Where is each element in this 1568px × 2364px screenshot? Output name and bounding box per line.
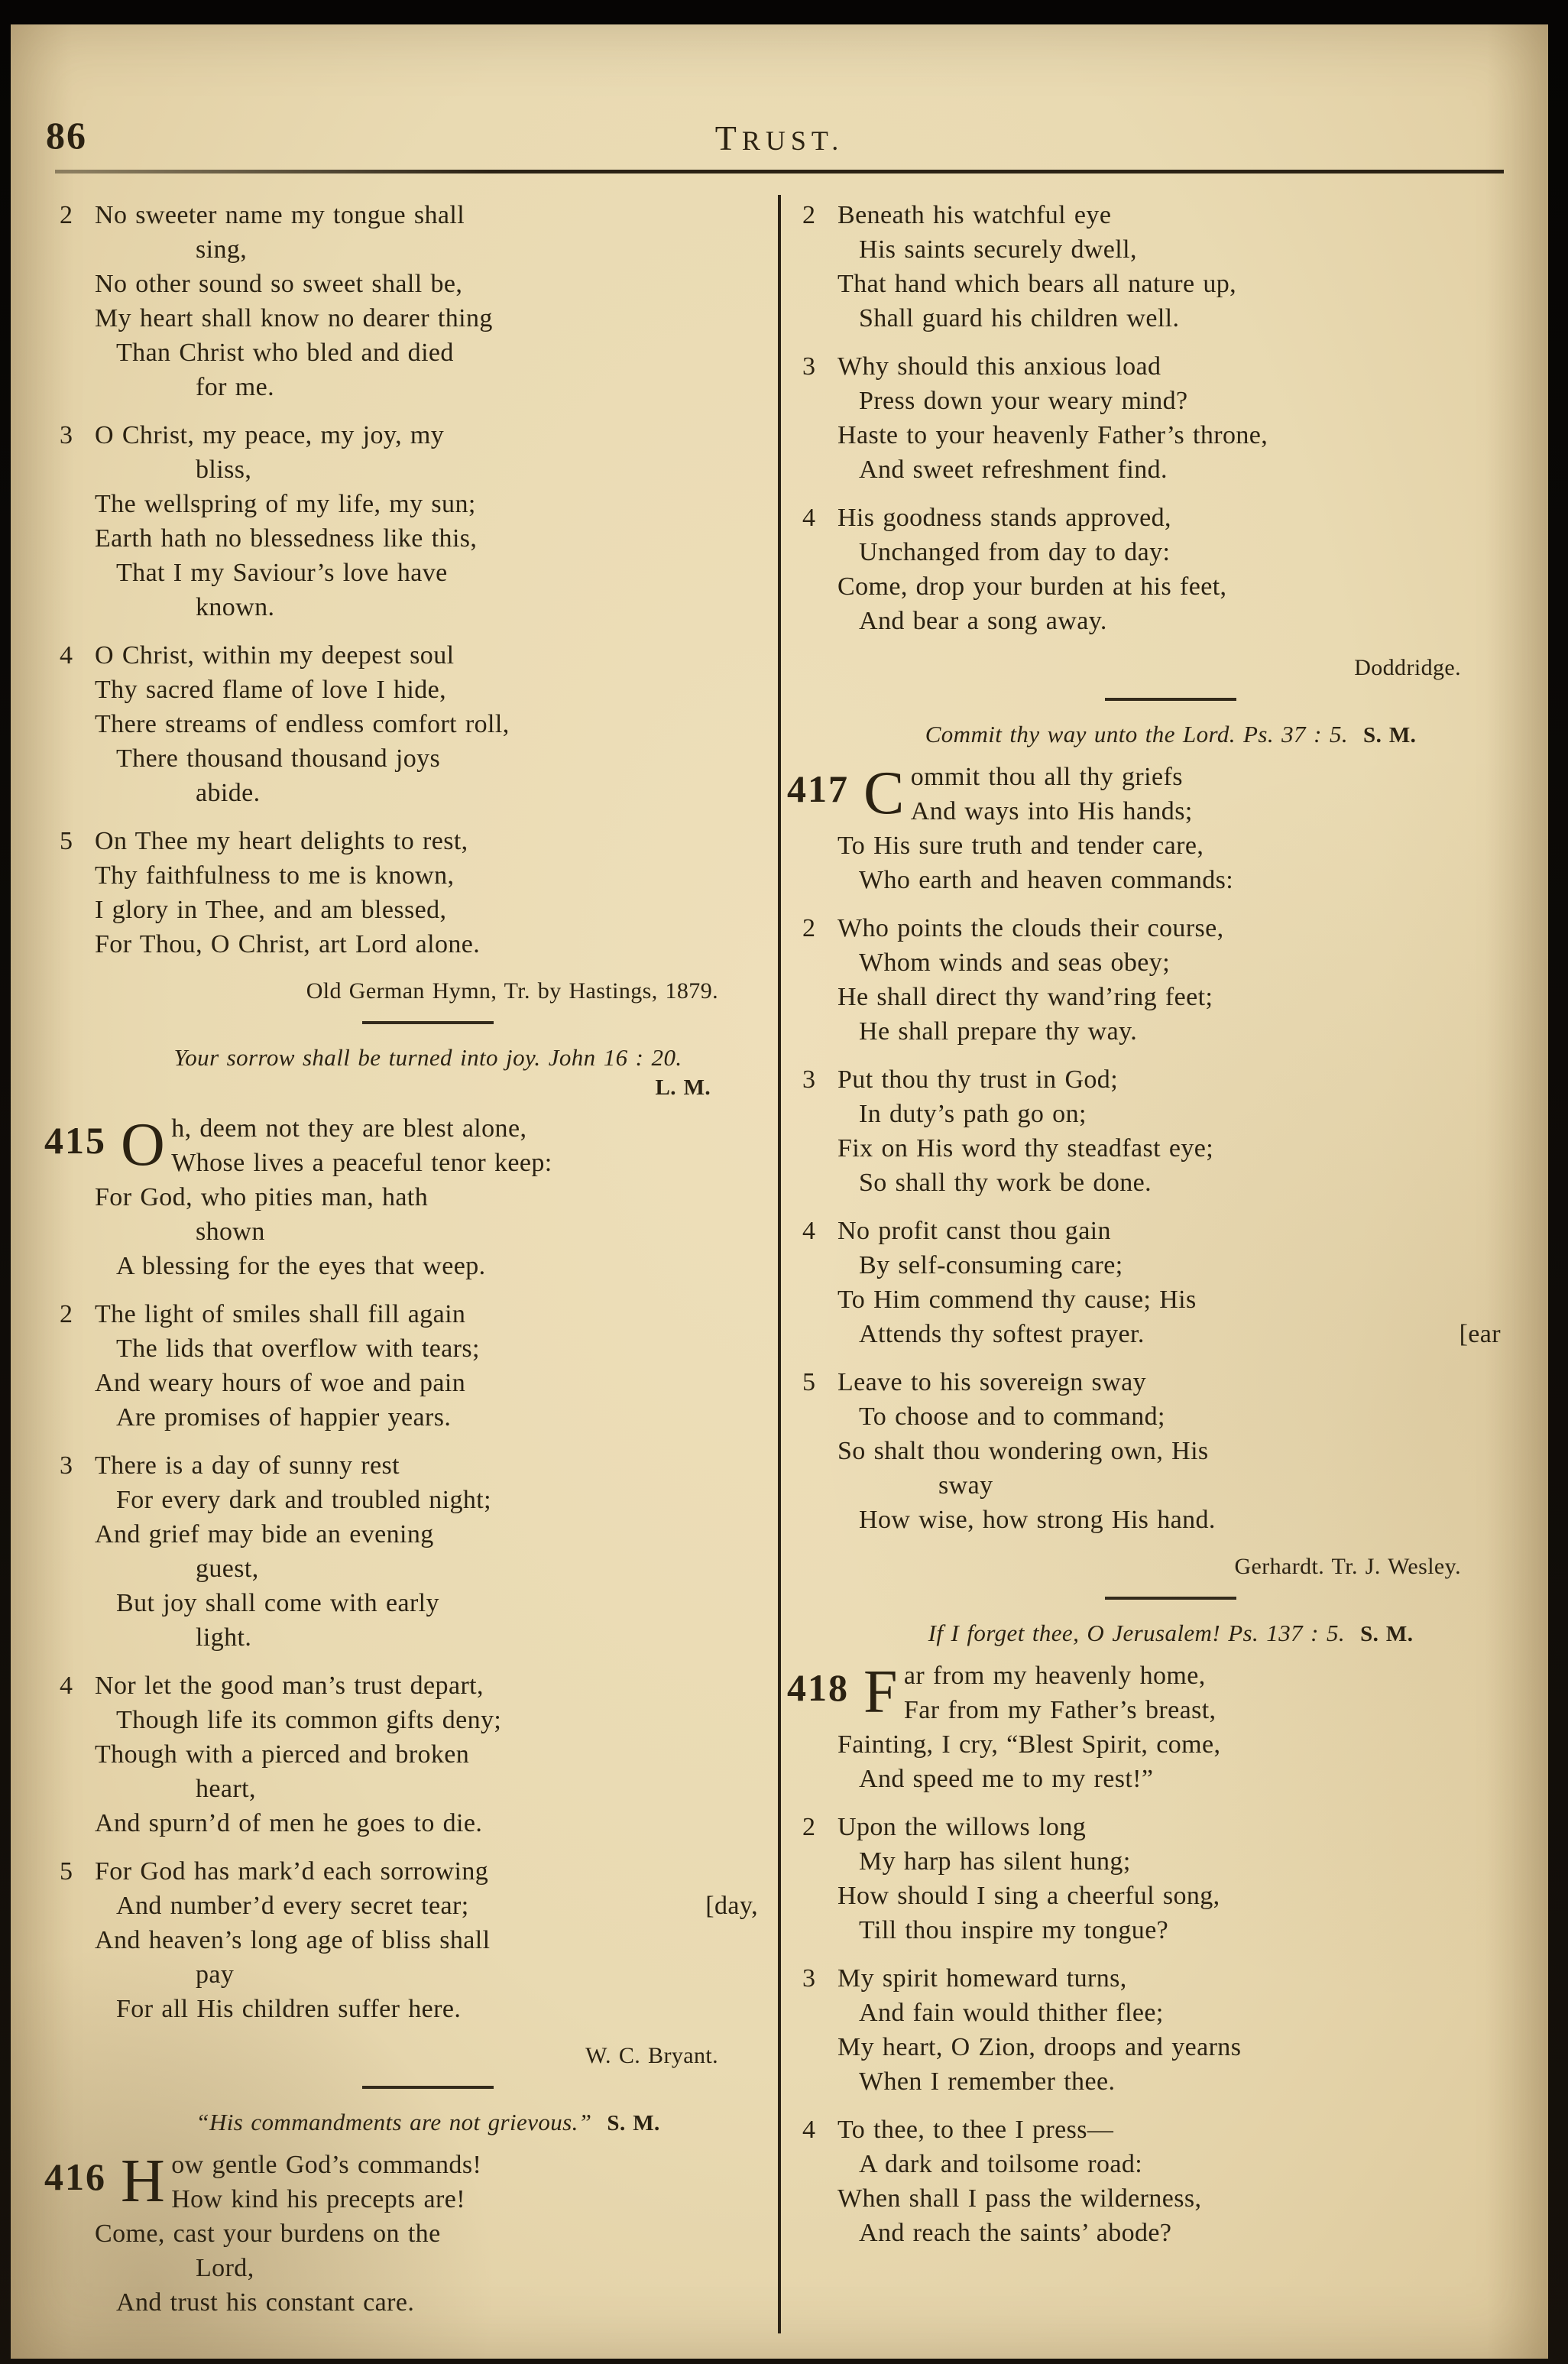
verse <box>802 1810 1504 1947</box>
verse-text: And number’d every secret tear; <box>116 1892 469 1920</box>
verse-line <box>837 232 1504 267</box>
verse-text: When I remember thee. <box>859 2067 1116 2096</box>
verse-text: And sweet refreshment find. <box>859 456 1168 484</box>
verse <box>802 2113 1504 2250</box>
hymn-dropcap: H <box>121 2148 166 2215</box>
section-divider <box>362 2086 494 2089</box>
verse-line <box>95 1703 761 1737</box>
verse-text: Thy sacred flame of love I hide, <box>95 676 447 704</box>
verse-line <box>802 1062 1504 1097</box>
verse-line <box>95 1806 761 1840</box>
verse-line <box>60 198 761 232</box>
verse-line <box>95 1992 761 2026</box>
verse-line <box>837 1248 1504 1283</box>
page-header <box>11 110 1548 157</box>
verse-line <box>837 452 1504 487</box>
verse-line <box>837 1283 1504 1317</box>
verse-text: To thee, to thee I press— <box>837 2116 1114 2144</box>
verse-number: 5 <box>60 1857 73 1886</box>
verse-line <box>95 336 761 370</box>
verse-line <box>802 911 1504 945</box>
verse-text: sway <box>938 1471 993 1500</box>
hymn-head <box>44 1111 761 1180</box>
scripture-text: If I forget thee, O Jerusalem! Ps. 137 : 5. <box>928 1620 1346 1646</box>
hymn-opening <box>44 2148 761 2320</box>
verse-line <box>802 1810 1504 1844</box>
verse-text: The wellspring of my life, my sun; <box>95 490 476 518</box>
verse-text: To choose and to command; <box>859 1403 1165 1431</box>
verse-line <box>802 349 1504 384</box>
verse-line <box>837 535 1504 569</box>
verse-text: That hand which bears all nature up, <box>837 270 1237 298</box>
verse-line <box>837 2030 1504 2064</box>
verse-line <box>95 452 761 487</box>
verse-line <box>837 2064 1504 2099</box>
verse-line <box>837 604 1504 638</box>
turnover-word: [ear <box>1459 1320 1501 1348</box>
verse-text: His saints securely dwell, <box>859 235 1137 264</box>
verse-text: For God, who pities man, hath <box>95 1183 429 1211</box>
hymn-dropcap: C <box>863 760 905 827</box>
verse <box>60 198 761 404</box>
verse-text: Shall guard his children well. <box>859 304 1180 332</box>
section-divider <box>362 1021 494 1024</box>
verse-number: 3 <box>802 352 816 381</box>
verse-text: Haste to your heavenly Father’s throne, <box>837 421 1268 449</box>
verse-text: Fainting, I cry, “Blest Spirit, come, <box>837 1730 1221 1759</box>
verse-number: 4 <box>60 1672 73 1700</box>
verse-text: A dark and toilsome road: <box>859 2150 1143 2178</box>
hymn-columns <box>11 195 1548 2333</box>
verse-text: Thy faithfulness to me is known, <box>95 861 455 890</box>
verse-line <box>95 1366 761 1400</box>
epigraph-text <box>837 719 1504 751</box>
verse-text: But joy shall come with early <box>116 1589 439 1617</box>
verse-line: ar from my heavenly home, <box>903 1662 1206 1690</box>
verse-line <box>60 638 761 673</box>
meter-label: S. M. <box>1363 723 1417 747</box>
verse <box>802 198 1504 336</box>
verse-text: And fain would thither flee; <box>859 1999 1164 2027</box>
verse <box>60 1854 761 2026</box>
verse-text: Upon the willows long <box>837 1813 1087 1841</box>
verse-text: How should I sing a cheerful song, <box>837 1882 1220 1910</box>
verse-text: His goodness stands approved, <box>837 504 1171 532</box>
verse-number: 4 <box>60 641 73 670</box>
hymn-opening <box>787 1659 1504 1796</box>
verse-number: 3 <box>60 421 73 449</box>
verse-line <box>95 1957 761 1992</box>
verse-text: He shall prepare thy way. <box>859 1017 1138 1046</box>
header-rule <box>55 170 1504 173</box>
verse-number: 2 <box>802 201 816 229</box>
section-divider <box>1105 1597 1236 1600</box>
page-number: 86 <box>46 114 87 157</box>
verse-line <box>802 1365 1504 1399</box>
scripture-text: “His commandments are not grievous.” <box>196 2109 592 2135</box>
verse-line <box>837 1399 1504 1434</box>
meter-label: S. M. <box>607 2111 660 2135</box>
verse-line <box>95 556 761 590</box>
verse-text: Fix on His word thy steadfast eye; <box>837 1134 1214 1163</box>
verse <box>802 1062 1504 1200</box>
verse-line <box>837 1762 1504 1796</box>
hymn-opening-lines <box>171 2148 761 2216</box>
verse-text: Attends thy softest prayer. <box>859 1320 1145 1348</box>
verse-line <box>60 1448 761 1483</box>
verse-text: To His sure truth and tender care, <box>837 832 1204 860</box>
verse-line <box>837 1097 1504 1131</box>
verse-text: O Christ, within my deepest soul <box>95 641 455 670</box>
column-divider <box>778 195 781 2333</box>
verse-text: Leave to his sovereign sway <box>837 1368 1147 1396</box>
verse-line <box>95 1772 761 1806</box>
verse-line <box>837 980 1504 1014</box>
verse-text: And trust his constant care. <box>116 2288 415 2317</box>
verse-line: Far from my Father’s breast, <box>903 1696 1216 1724</box>
verse <box>60 824 761 961</box>
verse-line <box>837 2181 1504 2216</box>
verse-line <box>95 301 761 336</box>
hymn-number: 416 <box>44 2155 106 2198</box>
verse-text: To Him commend thy cause; His <box>837 1286 1197 1314</box>
verse-text: Why should this anxious load <box>837 352 1161 381</box>
verse-text: abide. <box>196 779 261 807</box>
right-column <box>787 195 1515 2333</box>
verse-text: for me. <box>196 373 274 401</box>
verse-line <box>802 1961 1504 1996</box>
verse-line <box>837 418 1504 452</box>
verse-text: The lids that overflow with tears; <box>116 1334 480 1363</box>
verse-line <box>837 1503 1504 1537</box>
verse-line <box>95 1889 761 1923</box>
verse-text: He shall direct thy wand’ring feet; <box>837 983 1213 1011</box>
verse-line <box>95 2251 761 2285</box>
verse-line <box>95 1517 761 1552</box>
verse-line <box>837 945 1504 980</box>
attribution: W. C. Bryant. <box>585 2043 718 2068</box>
verse <box>802 501 1504 638</box>
verse-text: Earth hath no blessedness like this, <box>95 524 478 553</box>
verse-line: Whose lives a peaceful tenor keep: <box>171 1149 552 1177</box>
verse-number: 3 <box>802 1964 816 1993</box>
verse-text: How wise, how strong His hand. <box>859 1506 1216 1534</box>
verse-text: My heart, O Zion, droops and yearns <box>837 2033 1242 2061</box>
verse-number: 4 <box>802 504 816 532</box>
hymn-number: 417 <box>787 767 849 810</box>
verse-line <box>60 1854 761 1889</box>
verse-line <box>95 370 761 404</box>
hymn-dropcap: O <box>121 1111 166 1179</box>
verse-line <box>60 824 761 858</box>
attribution: Gerhardt. Tr. J. Wesley. <box>1234 1554 1461 1579</box>
verse-line <box>95 232 761 267</box>
verse-line <box>95 1586 761 1620</box>
verse-text: guest, <box>196 1555 259 1583</box>
verse-line <box>837 1317 1504 1351</box>
verse-line <box>60 418 761 452</box>
verse-line: h, deem not they are blest alone, <box>171 1114 527 1143</box>
verse-text: light. <box>196 1623 252 1652</box>
verse-line: And ways into His hands; <box>910 797 1193 825</box>
turnover-word: [day, <box>705 1892 758 1920</box>
hymn-head <box>44 2148 761 2216</box>
verse-text: And reach the saints’ abode? <box>859 2219 1172 2247</box>
epigraph-text <box>837 1618 1504 1649</box>
verse-text: Till thou inspire my tongue? <box>859 1916 1169 1944</box>
verse-line <box>95 1214 761 1249</box>
verse-text: By self-consuming care; <box>859 1251 1123 1279</box>
verse-text: And weary hours of woe and pain <box>95 1369 466 1397</box>
verse-line <box>95 1552 761 1586</box>
verse-text: pay <box>196 1960 235 1989</box>
hymn-opening-lines <box>904 1659 1504 1727</box>
verse-line <box>60 1668 761 1703</box>
verse-text: known. <box>196 593 275 621</box>
verse-number: 2 <box>60 1300 73 1328</box>
verse-line <box>95 2216 761 2251</box>
hymn-opening <box>787 760 1504 897</box>
verse-line <box>95 893 761 927</box>
verse-text: There thousand thousand joys <box>116 744 441 773</box>
verse <box>60 1668 761 1840</box>
verse-text: For Thou, O Christ, art Lord alone. <box>95 930 481 958</box>
verse-number: 4 <box>802 1217 816 1245</box>
verse-text: My heart shall know no dearer thing <box>95 304 493 332</box>
hymn-opening <box>44 1111 761 1283</box>
verse-text: Come, drop your burden at his feet, <box>837 572 1227 601</box>
hymn-opening-lines <box>171 1111 761 1180</box>
verse-line <box>95 1620 761 1655</box>
verse-text: And heaven’s long age of bliss shall <box>95 1926 491 1954</box>
verse-line <box>837 1468 1504 1503</box>
verse-text: My harp has silent hung; <box>859 1847 1131 1876</box>
verse-text: For every dark and troubled night; <box>116 1486 491 1514</box>
verse-line <box>802 198 1504 232</box>
verse-line <box>837 569 1504 604</box>
epigraph-text <box>95 2107 761 2139</box>
verse-line <box>60 1297 761 1331</box>
verse-text: And bear a song away. <box>859 607 1107 635</box>
verse-text: There streams of endless comfort roll, <box>95 710 510 738</box>
verse-line <box>95 1249 761 1283</box>
verse-number: 5 <box>60 827 73 855</box>
verse-text: And speed me to my rest!” <box>859 1765 1154 1793</box>
hymnal-page <box>11 24 1548 2359</box>
page-title: TRUST. <box>714 118 844 157</box>
verse-text: shown <box>196 1218 265 1246</box>
verse-text: Put thou thy trust in God; <box>837 1065 1119 1094</box>
verse-number: 3 <box>60 1451 73 1480</box>
verse-number: 2 <box>802 1813 816 1841</box>
verse-line <box>95 1180 761 1214</box>
verse-line <box>837 2216 1504 2250</box>
verse-line: How kind his precepts are! <box>171 2185 465 2213</box>
verse-line <box>95 1737 761 1772</box>
verse-line <box>837 384 1504 418</box>
verse-text: And grief may bide an evening <box>95 1520 434 1548</box>
epigraph-text <box>95 1043 761 1073</box>
verse <box>802 1365 1504 1537</box>
verse-text: No sweeter name my tongue shall <box>95 201 465 229</box>
verse-line <box>837 829 1504 863</box>
attribution: Doddridge. <box>1354 655 1461 680</box>
verse-text: On Thee my heart delights to rest, <box>95 827 468 855</box>
verse-line <box>95 927 761 961</box>
section-divider <box>1105 698 1236 701</box>
verse-text: A blessing for the eyes that weep. <box>116 1252 486 1280</box>
epigraph <box>95 1043 761 1102</box>
verse-number: 2 <box>802 914 816 942</box>
verse-line <box>837 1844 1504 1879</box>
verse-text: So shalt thou wondering own, His <box>837 1437 1209 1465</box>
verse-text: Who points the clouds their course, <box>837 914 1224 942</box>
verse-text: And spurn’d of men he goes to die. <box>95 1809 483 1837</box>
verse-line <box>95 1483 761 1517</box>
epigraph <box>95 2107 761 2139</box>
verse-line <box>95 776 761 810</box>
verse-text: There is a day of sunny rest <box>95 1451 400 1480</box>
verse-line <box>837 1996 1504 2030</box>
verse-text: No profit canst thou gain <box>837 1217 1111 1245</box>
verse <box>60 1297 761 1435</box>
verse-line <box>95 267 761 301</box>
verse-line <box>837 1014 1504 1049</box>
verse-line <box>95 487 761 521</box>
verse-line <box>837 1166 1504 1200</box>
hymn-number: 415 <box>44 1119 106 1162</box>
verse-line <box>837 1879 1504 1913</box>
verse-text: bliss, <box>196 456 252 484</box>
verse-line <box>95 590 761 624</box>
verse-number: 5 <box>802 1368 816 1396</box>
verse-text: For God has mark’d each sorrowing <box>95 1857 489 1886</box>
verse <box>802 349 1504 487</box>
verse-line <box>95 1331 761 1366</box>
verse <box>802 1214 1504 1351</box>
verse-number: 3 <box>802 1065 816 1094</box>
verse-text: Beneath his watchful eye <box>837 201 1112 229</box>
verse-line <box>95 1400 761 1435</box>
verse-text: My spirit homeward turns, <box>837 1964 1127 1993</box>
verse-text: For all His children suffer here. <box>116 1995 462 2023</box>
meter-label: L. M. <box>655 1075 711 1100</box>
verse-text: In duty’s path go on; <box>859 1100 1087 1128</box>
verse-text: Lord, <box>196 2254 254 2282</box>
verse <box>802 1961 1504 2099</box>
verse-text: Come, cast your burdens on the <box>95 2220 441 2248</box>
verse-line <box>95 741 761 776</box>
verse-line <box>837 301 1504 336</box>
verse-line <box>837 1131 1504 1166</box>
verse-line <box>837 1913 1504 1947</box>
verse-line <box>95 521 761 556</box>
scripture-text: Your sorrow shall be turned into joy. John 16 : 20. <box>173 1044 682 1071</box>
epigraph <box>837 1618 1504 1649</box>
verse-text: Are promises of happier years. <box>116 1403 452 1432</box>
verse-line <box>95 1923 761 1957</box>
verse-line <box>802 501 1504 535</box>
verse-text: Who earth and heaven commands: <box>859 866 1234 894</box>
verse <box>60 418 761 624</box>
verse-line <box>837 2147 1504 2181</box>
verse-line <box>95 2285 761 2320</box>
verse-text: When shall I pass the wilderness, <box>837 2184 1202 2213</box>
scripture-text: Commit thy way unto the Lord. Ps. 37 : 5. <box>925 721 1349 747</box>
verse-text: O Christ, my peace, my joy, my <box>95 421 445 449</box>
verse <box>802 911 1504 1049</box>
hymn-dropcap: F <box>863 1659 898 1726</box>
epigraph <box>837 719 1504 751</box>
verse-text: The light of smiles shall fill again <box>95 1300 466 1328</box>
verse-text: So shall thy work be done. <box>859 1169 1152 1197</box>
verse-line <box>95 858 761 893</box>
verse-text: Whom winds and seas obey; <box>859 949 1171 977</box>
hymn-head <box>787 1659 1504 1727</box>
verse-text: No other sound so sweet shall be, <box>95 270 463 298</box>
verse-text: Press down your weary mind? <box>859 387 1188 415</box>
verse-line <box>95 707 761 741</box>
verse-line <box>802 1214 1504 1248</box>
verse-text: sing, <box>196 235 248 264</box>
verse-number: 2 <box>60 201 73 229</box>
verse-text: Though life its common gifts deny; <box>116 1706 502 1734</box>
attribution: Old German Hymn, Tr. by Hastings, 1879. <box>306 978 718 1004</box>
verse-line: ommit thou all thy griefs <box>910 763 1183 791</box>
verse-line <box>837 863 1504 897</box>
verse-text: Than Christ who bled and died <box>116 339 454 367</box>
verse-text: That I my Saviour’s love have <box>116 559 448 587</box>
verse-text: Nor let the good man’s trust depart, <box>95 1672 484 1700</box>
verse-text: heart, <box>196 1775 256 1803</box>
verse-number: 4 <box>802 2116 816 2144</box>
verse <box>60 638 761 810</box>
hymn-number: 418 <box>787 1666 849 1709</box>
verse <box>60 1448 761 1655</box>
verse-text: Though with a pierced and broken <box>95 1740 470 1769</box>
left-column <box>44 195 772 2333</box>
verse-line <box>837 1434 1504 1468</box>
verse-line <box>802 2113 1504 2147</box>
hymn-opening-lines <box>911 760 1504 829</box>
meter-label: S. M. <box>1360 1622 1414 1646</box>
hymn-head <box>787 760 1504 829</box>
verse-text: I glory in Thee, and am blessed, <box>95 896 447 924</box>
verse-line <box>837 267 1504 301</box>
verse-line <box>95 673 761 707</box>
verse-line: ow gentle God’s commands! <box>171 2151 482 2179</box>
verse-text: Unchanged from day to day: <box>859 538 1171 566</box>
verse-line <box>837 1727 1504 1762</box>
